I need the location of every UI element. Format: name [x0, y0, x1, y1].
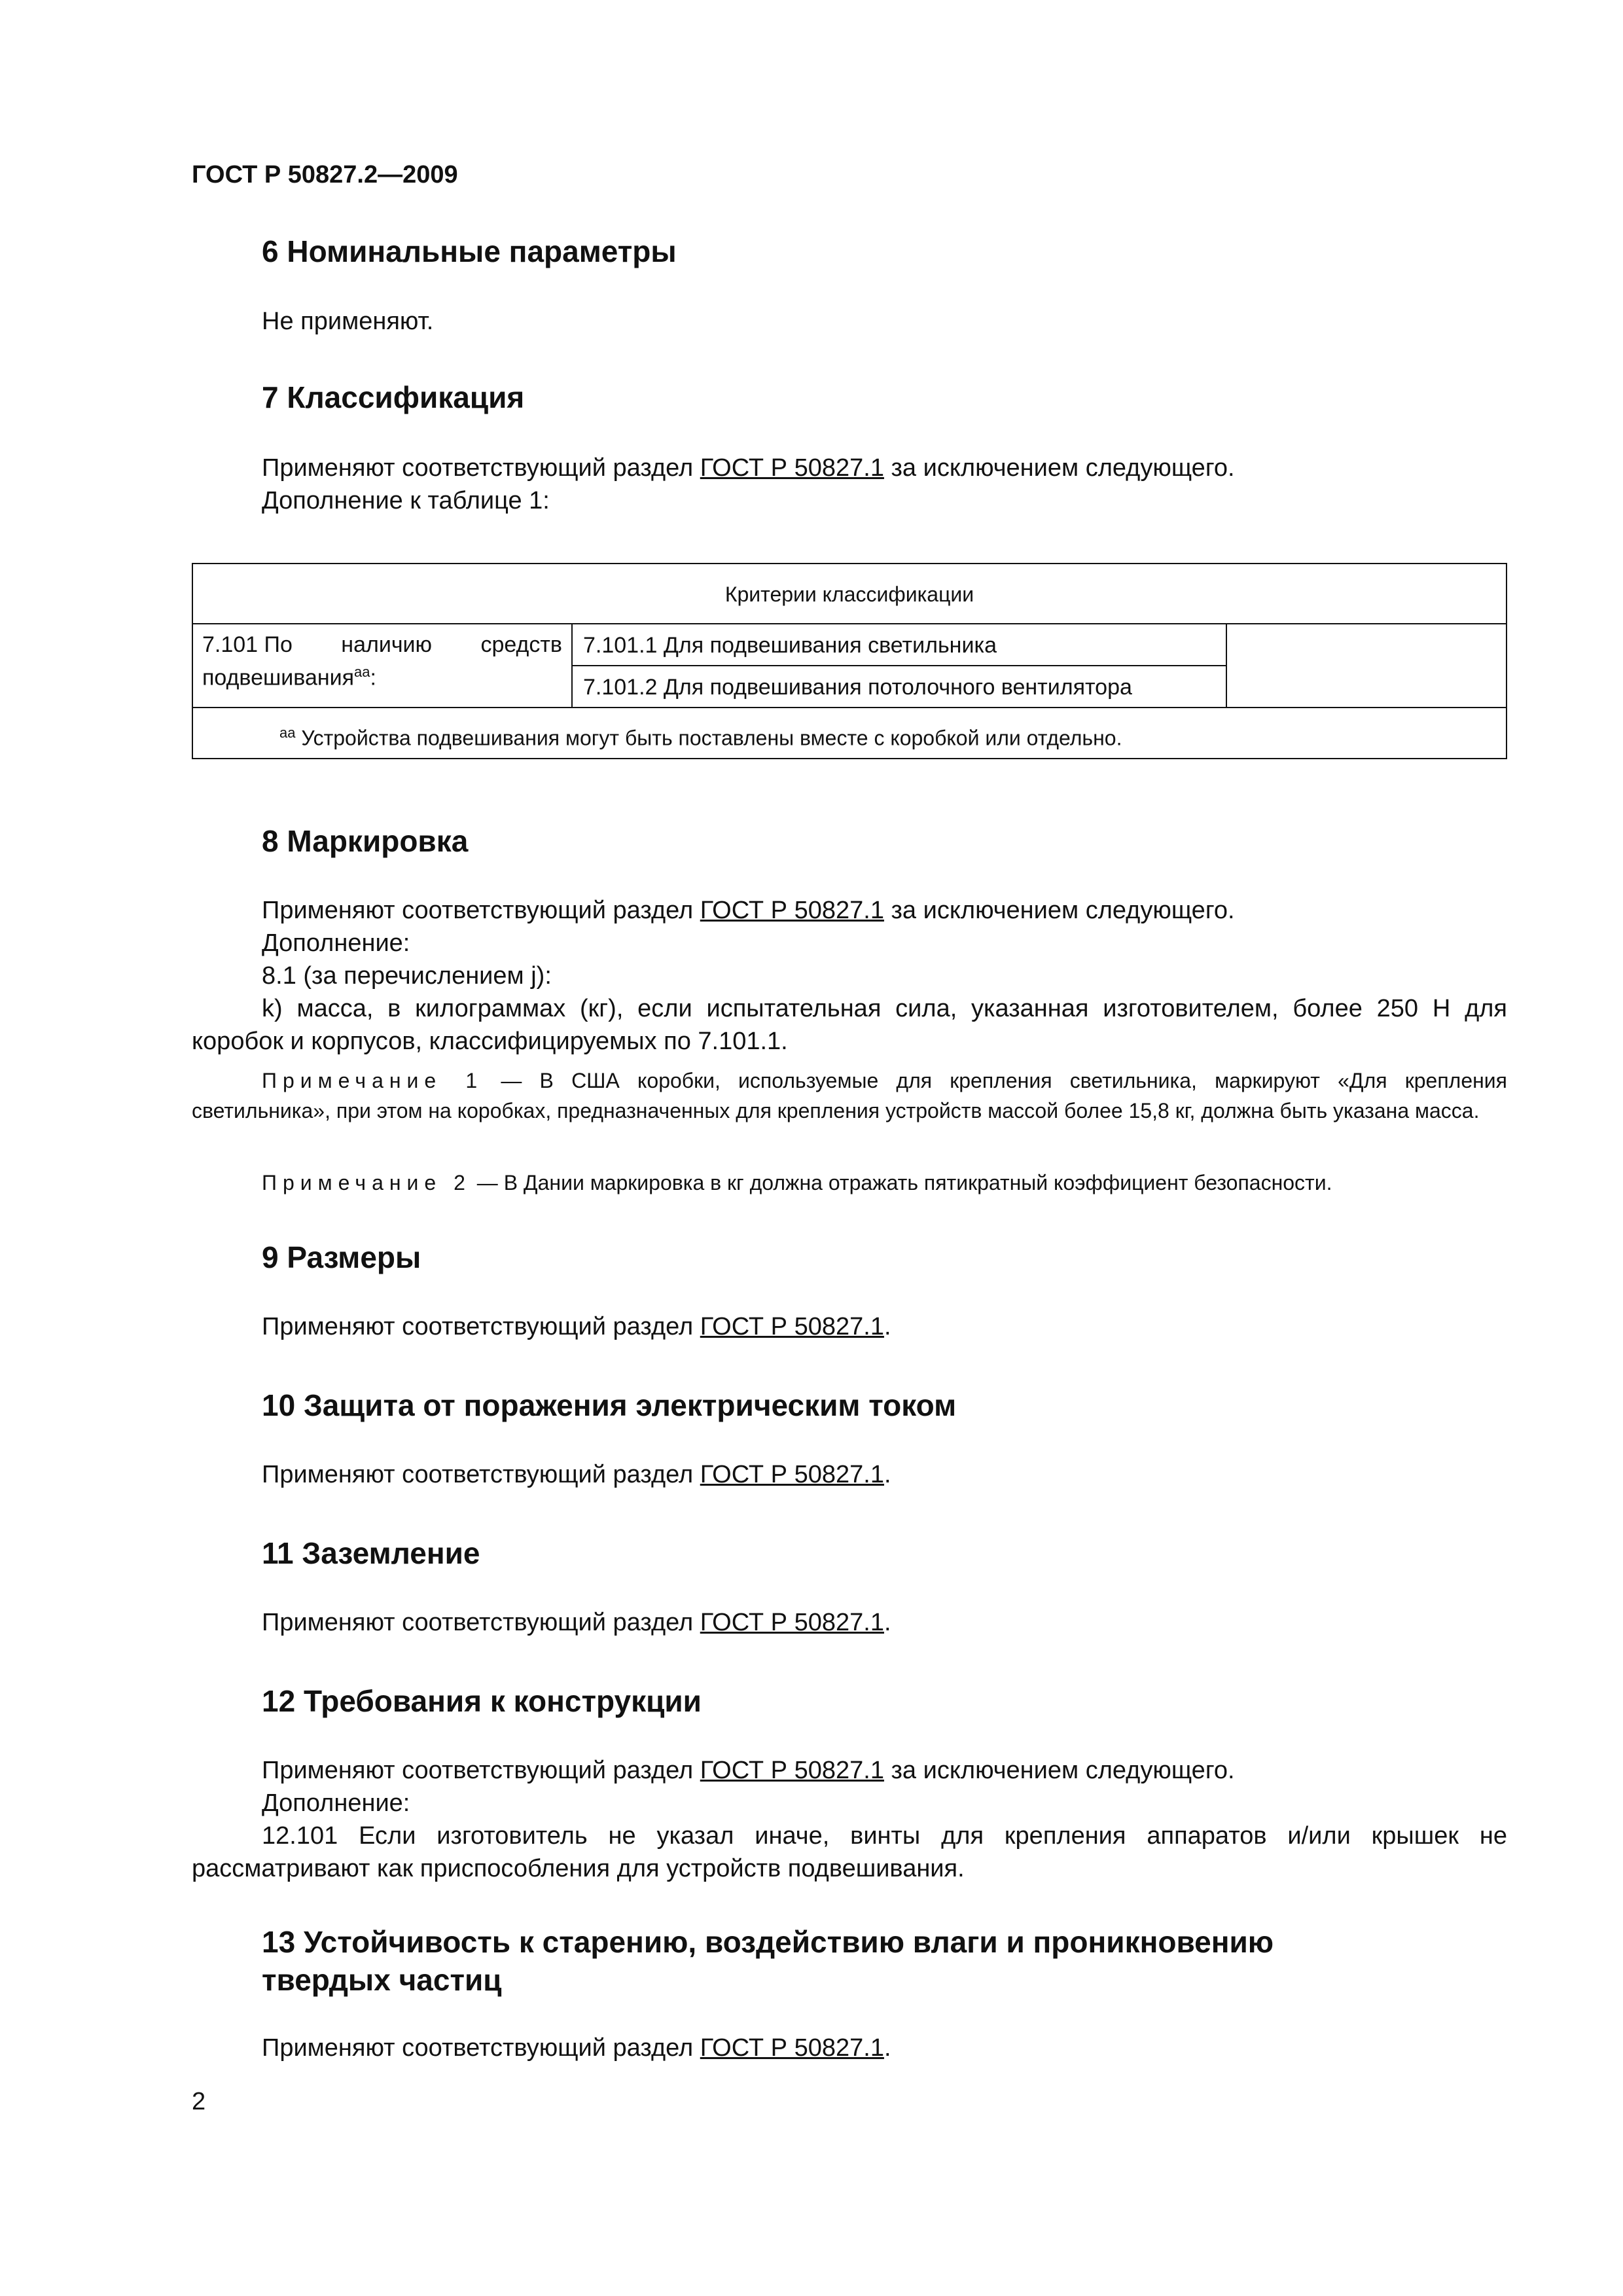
page-number: 2: [192, 2088, 206, 2115]
section-6-text: Не применяют.: [262, 308, 434, 335]
section-7-title: 7 Классификация: [262, 380, 525, 414]
table-header: Критерии классификации: [193, 564, 1506, 624]
section-8-text: Применяют соответствующий раздел ГОСТ Р 50827.1 за исключением следующего.: [262, 897, 1235, 924]
section-11-text: Применяют соответствующий раздел ГОСТ Р 50827.1.: [262, 1609, 891, 1636]
gost-link[interactable]: ГОСТ Р 50827.1: [700, 897, 884, 924]
section-7-addition: Дополнение к таблице 1:: [262, 487, 550, 514]
classification-table: [192, 563, 1507, 759]
gost-link[interactable]: ГОСТ Р 50827.1: [700, 1757, 884, 1784]
gost-link[interactable]: ГОСТ Р 50827.1: [700, 454, 884, 482]
section-8-note-1: Примечание 1 — В США коробки, используемые для крепления светильника, маркируют «Для крепления светильника», при этом на коробках, предназначенных для крепления устройств массой более 15,8 кг, должна быть указана масса.: [192, 1069, 1508, 1122]
section-11-title: 11 Заземление: [262, 1536, 480, 1570]
section-8-title: 8 Маркировка: [262, 824, 469, 858]
section-8-item-intro: 8.1 (за перечислением j):: [262, 962, 552, 990]
document-header: ГОСТ Р 50827.2—2009: [192, 161, 458, 188]
gost-link[interactable]: ГОСТ Р 50827.1: [700, 1609, 884, 1636]
section-12-title: 12 Требования к конструкции: [262, 1684, 702, 1718]
section-12-item: 12.101 Если изготовитель не указал иначе, винты для крепления аппаратов и/или крышек не рассматривают как приспособления для устройств подвешивания.: [192, 1822, 1507, 1882]
section-12-addition: Дополнение:: [262, 1789, 410, 1817]
section-10-title: 10 Защита от поражения электрическим током: [262, 1388, 957, 1422]
section-13-text: Применяют соответствующий раздел ГОСТ Р 50827.1.: [262, 2034, 891, 2062]
table-criterion-cell: 7.101 По наличию средств подвешивания$^{аа}$:: [193, 624, 573, 708]
section-8-note-2: Примечание 2 — В Дании маркировка в кг должна отражать пятикратный коэффициент безопасности.: [262, 1171, 1332, 1194]
section-7-text: Применяют соответствующий раздел ГОСТ Р 50827.1 за исключением следующего.: [262, 454, 1235, 482]
section-8-addition: Дополнение:: [262, 929, 410, 957]
gost-link[interactable]: ГОСТ Р 50827.1: [700, 1313, 884, 1340]
table-subcriterion-1: 7.101.1 Для подвешивания светильника: [573, 624, 1227, 666]
section-6-title: 6 Номинальные параметры: [262, 234, 677, 268]
section-9-title: 9 Размеры: [262, 1240, 421, 1274]
section-13-title-line-2: твердых частиц: [262, 1963, 502, 1997]
table-empty-cell: [1227, 624, 1506, 708]
section-9-text: Применяют соответствующий раздел ГОСТ Р 50827.1.: [262, 1313, 891, 1340]
section-12-text: Применяют соответствующий раздел ГОСТ Р 50827.1 за исключением следующего.: [262, 1757, 1235, 1784]
section-8-item-k: k) масса, в килограммах (кг), если испытательная сила, указанная изготовителем, более 250 Н для коробок и корпусов, классифицируемых по 7.101.1.: [192, 995, 1507, 1055]
section-13-title-line-1: 13 Устойчивость к старению, воздействию влаги и проникновению: [262, 1925, 1274, 1959]
table-subcriterion-2: 7.101.2 Для подвешивания потолочного вентилятора: [573, 666, 1227, 708]
table-footnote: $^{аа}$ Устройства подвешивания могут быть поставлены вместе с коробкой или отдельно.: [279, 725, 1122, 750]
gost-link[interactable]: ГОСТ Р 50827.1: [700, 2034, 884, 2062]
gost-link[interactable]: ГОСТ Р 50827.1: [700, 1461, 884, 1488]
section-10-text: Применяют соответствующий раздел ГОСТ Р 50827.1.: [262, 1461, 891, 1488]
